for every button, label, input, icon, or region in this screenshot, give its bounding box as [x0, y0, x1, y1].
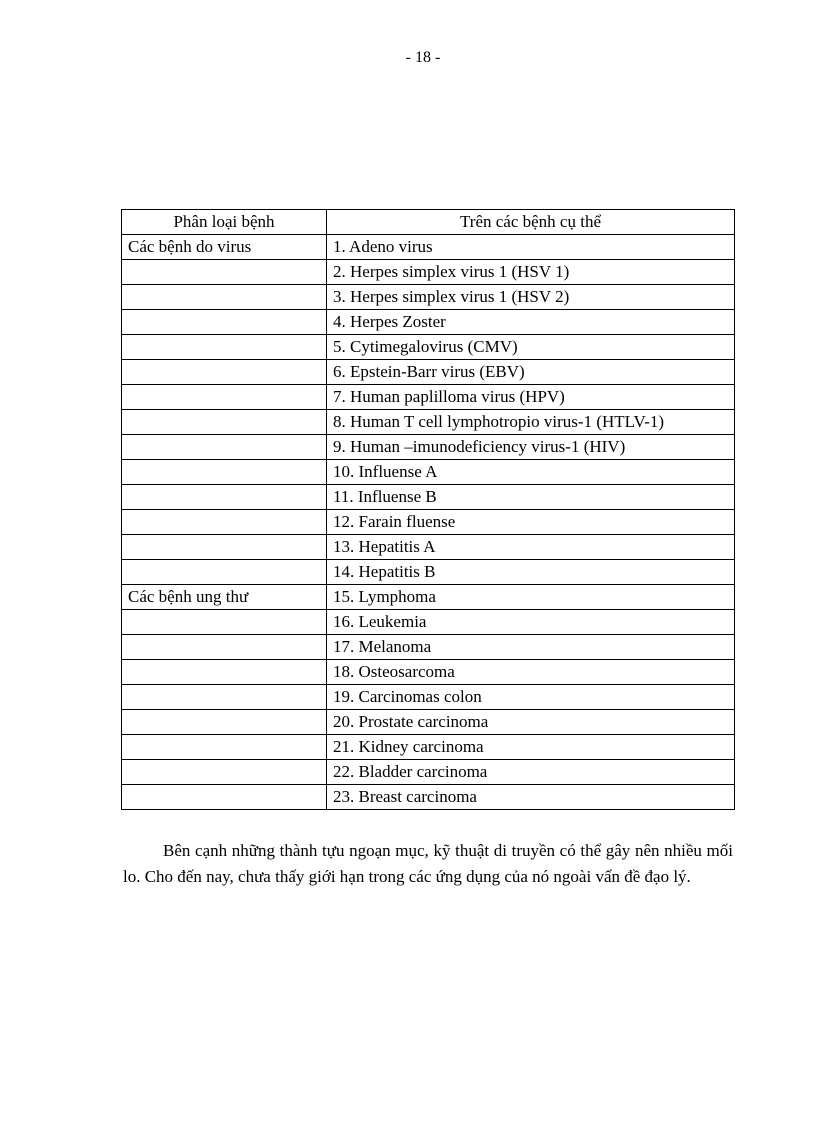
- table-row: [122, 510, 735, 535]
- page-number: - 18 -: [405, 49, 441, 66]
- specific-disease-cell: 12. Farain fluense: [327, 510, 735, 535]
- table-row: [122, 785, 735, 810]
- disease-category-cell: [122, 410, 327, 435]
- table-row: [122, 735, 735, 760]
- table-row: [122, 760, 735, 785]
- disease-category-cell: [122, 510, 327, 535]
- disease-category-cell: [122, 335, 327, 360]
- table-row: [122, 535, 735, 560]
- table-row: [122, 235, 735, 260]
- disease-category-cell: [122, 610, 327, 635]
- disease-category-cell: [122, 385, 327, 410]
- table-row: [122, 660, 735, 685]
- table-row: [122, 485, 735, 510]
- disease-category-cell: [122, 785, 327, 810]
- table-header-row: [122, 210, 735, 235]
- specific-disease-cell: 9. Human –imunodeficiency virus-1 (HIV): [327, 435, 735, 460]
- disease-category-cell: [122, 310, 327, 335]
- table-row: [122, 610, 735, 635]
- disease-category-cell: [122, 660, 327, 685]
- specific-disease-cell: 13. Hepatitis A: [327, 535, 735, 560]
- table-row: [122, 385, 735, 410]
- table-body: [122, 235, 735, 810]
- table-row: [122, 335, 735, 360]
- table-row: [122, 685, 735, 710]
- disease-category-cell: [122, 435, 327, 460]
- disease-category-cell: [122, 360, 327, 385]
- table-row: [122, 435, 735, 460]
- specific-disease-cell: 2. Herpes simplex virus 1 (HSV 1): [327, 260, 735, 285]
- specific-disease-cell: 11. Influense B: [327, 485, 735, 510]
- specific-disease-cell: 16. Leukemia: [327, 610, 735, 635]
- disease-category-cell: [122, 560, 327, 585]
- disease-category-cell: [122, 760, 327, 785]
- disease-category-cell: [122, 485, 327, 510]
- specific-disease-cell: 1. Adeno virus: [327, 235, 735, 260]
- specific-disease-cell: 3. Herpes simplex virus 1 (HSV 2): [327, 285, 735, 310]
- table-row: [122, 260, 735, 285]
- specific-disease-cell: 19. Carcinomas colon: [327, 685, 735, 710]
- disease-category-cell: Các bệnh ung thư: [122, 585, 327, 610]
- table-row: [122, 560, 735, 585]
- specific-disease-cell: 20. Prostate carcinoma: [327, 710, 735, 735]
- disease-category-cell: Các bệnh do virus: [122, 235, 327, 260]
- table-row: [122, 285, 735, 310]
- disease-category-cell: [122, 710, 327, 735]
- table-row: [122, 410, 735, 435]
- specific-disease-cell: 14. Hepatitis B: [327, 560, 735, 585]
- specific-disease-cell: 22. Bladder carcinoma: [327, 760, 735, 785]
- disease-category-cell: [122, 635, 327, 660]
- header-specific-disease: Trên các bệnh cụ thể: [327, 210, 735, 235]
- specific-disease-cell: 10. Influense A: [327, 460, 735, 485]
- table-row: [122, 310, 735, 335]
- table-row: [122, 360, 735, 385]
- disease-category-cell: [122, 535, 327, 560]
- disease-category-cell: [122, 685, 327, 710]
- specific-disease-cell: 23. Breast carcinoma: [327, 785, 735, 810]
- specific-disease-cell: 15. Lymphoma: [327, 585, 735, 610]
- disease-category-cell: [122, 735, 327, 760]
- body-paragraph: Bên cạnh những thành tựu ngoạn mục, kỹ thuật di truyền có thể gây nên nhiều mối lo. Cho đến nay, chưa thấy giới hạn trong các ứng dụng của nó ngoài vấn đề đạo lý.: [123, 841, 733, 886]
- specific-disease-cell: 5. Cytimegalovirus (CMV): [327, 335, 735, 360]
- specific-disease-cell: 7. Human paplilloma virus (HPV): [327, 385, 735, 410]
- disease-category-cell: [122, 260, 327, 285]
- table-row: [122, 585, 735, 610]
- specific-disease-cell: 21. Kidney carcinoma: [327, 735, 735, 760]
- specific-disease-cell: 4. Herpes Zoster: [327, 310, 735, 335]
- disease-classification-table: [121, 209, 735, 810]
- table-row: [122, 710, 735, 735]
- disease-category-cell: [122, 460, 327, 485]
- table-row: [122, 635, 735, 660]
- disease-category-cell: [122, 285, 327, 310]
- specific-disease-cell: 6. Epstein-Barr virus (EBV): [327, 360, 735, 385]
- header-disease-category: Phân loại bệnh: [122, 210, 327, 235]
- specific-disease-cell: 17. Melanoma: [327, 635, 735, 660]
- specific-disease-cell: 8. Human T cell lymphotropio virus-1 (HTLV-1): [327, 410, 735, 435]
- specific-disease-cell: 18. Osteosarcoma: [327, 660, 735, 685]
- table-row: [122, 460, 735, 485]
